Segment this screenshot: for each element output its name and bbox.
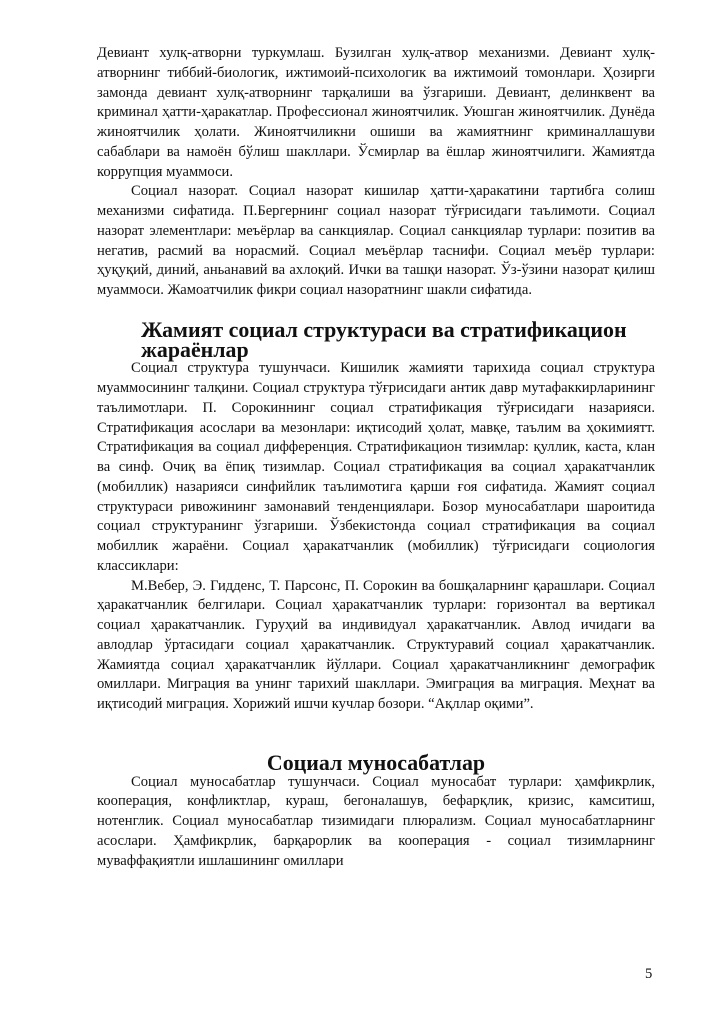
paragraph-social-control: Социал назорат. Социал назорат кишилар ҳатти-ҳаракатини тартибга солиш механизми сифатида. П.Бергернинг социал назорат тўғрисидаги таълимоти. Социал назорат элементлари: меъёрлар ва санкциялар. Социал санкциялар турлари: позитив ва негатив, расмий ва норасмий. Социал меъёрлар таснифи. Социал меъёр турлари: ҳуқуқий, диний, аньанавий ва ахлоқий. Ички ва ташқи назорат. Ўз-ўзини назорат қилиш муаммоси. Жамоатчилик фикри социал назоратнинг шакли сифатида.	[97, 183, 655, 298]
paragraph-deviant-behavior: Девиант хулқ-атворни туркумлаш. Бузилган хулқ-атвор механизми. Девиант хулқ-атворнинг тиббий-биологик, ижтимоий-психологик ва ижтимоий томонлари. Ҳозирги замонда девиант хулқ-атворнинг тарқалиши ва ўзгариши. Девиант, делинквент ва криминал ҳатти-ҳаракатлар. Профессионал жиноятчилик. Уюшган жиноятчилик. Дунёда жиноятчилик ҳолати. Жиноятчиликни ошиши ва жамиятнинг криминаллашуви сабаблари ва намоён бўлиш шакллари. Ўсмирлар ва ёшлар жиноятчилиги. Жамиятда коррупция муаммоси.	[97, 45, 655, 180]
paragraph-social-relations: Социал муносабатлар тушунчаси. Социал муносабат турлари: ҳамфикрлик, кооперация, конфликтлар, кураш, бегоналашув, бефарқлик, кризис, камситиш, нотенглик. Социал муносабатлар тизимидаги плюрализм. Социал муносабатларнинг асослари. Ҳамфикрлик, барқарорлик ва кооперация - социал тизимларнинг муваффақиятли ишлашининг омиллари	[97, 773, 655, 869]
page-number: 5	[645, 966, 653, 982]
section-title-social-structure: Жамият социал структураси ва стратификацион жараёнлар	[141, 316, 627, 362]
paragraph-social-mobility: М.Вебер, Э. Гидденс, Т. Парсонс, П. Сорокин ва бошқаларнинг қарашлари. Социал ҳаракатчанлик белгилари. Социал ҳаракатчанлик турлари: горизонтал ва вертикал социал ҳаракатчанлик. Гуруҳий ва индивидуал ҳаракатчанлик. Авлод ичидаги ва авлодлар ўртасидаги социал ҳаракатчанлик. Структуравий социал ҳаракатчанлик. Жамиятда социал ҳаракатчанлик йўллари. Социал ҳаракатчанликнинг демографик омиллари. Миграция ва унинг тарихий шакллари. Эмиграция ва миграция. Меҳнат ва иқтисодий миграция. Хорижий ишчи кучлар бозори. “Ақллар оқими”.	[97, 577, 655, 712]
paragraph-social-structure: Социал структура тушунчаси. Кишилик жамияти тарихида социал структура муаммосининг талқини. Социал структура тўғрисидаги антик давр мутафаккирларининг таълимотлари. П. Сорокиннинг социал стратификация тўғрисидаги назарияси. Стратификация асослари ва мезонлари: иқтисодий ҳолат, мавқе, таълим ва ҳокимиятт. Стратификация ва социал дифференция. Стратификацион тизимлар: қуллик, каста, клан ва синф. Очиқ ва ёпиқ тизимлар. Социал стратификация ва социал ҳаракатчанлик (мобиллик) назарияси синфийлик таълимотига қарши ғоя сифатида. Жамият социал структураси ривожининг замонавий тенденциялари. Бозор муносабатлари шароитида социал структуранинг ўзгариши. Ўзбекистонда социал стратификация ва социал мобиллик жараёни. Социал ҳаракатчанлик (мобиллик) тўғрисидаги социология классиклари:	[97, 360, 655, 574]
section-title-social-relations: Социал муносабатлар	[266, 749, 486, 775]
document-page	[97, 44, 655, 871]
